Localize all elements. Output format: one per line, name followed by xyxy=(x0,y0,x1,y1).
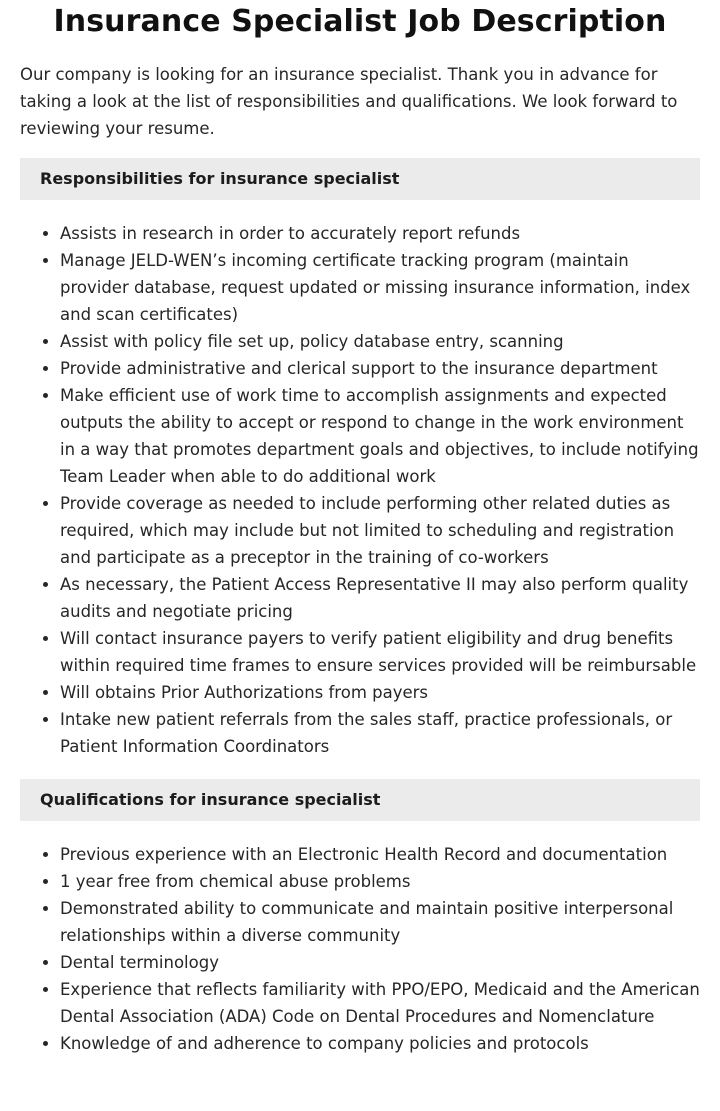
qualification-item: • Previous experience with an Electronic Health Record and documentation xyxy=(60,841,700,868)
qualification-item: • Experience that reflects familiarity with PPO/EPO, Medicaid and the American Dental Association (ADA) Code on Dental Procedures and Nomenclature xyxy=(60,976,700,1030)
qualification-item: • 1 year free from chemical abuse problems xyxy=(60,868,700,895)
responsibility-item: • Provide administrative and clerical support to the insurance department xyxy=(60,355,700,382)
qualification-item: • Demonstrated ability to communicate and maintain positive interpersonal relationships within a diverse community xyxy=(60,895,700,949)
responsibility-item: • Will obtains Prior Authorizations from payers xyxy=(60,679,700,706)
responsibility-item: • Assists in research in order to accurately report refunds xyxy=(60,220,700,247)
qualifications-heading: Qualifications for insurance specialist xyxy=(20,779,700,821)
qualification-item: • Knowledge of and adherence to company policies and protocols xyxy=(60,1030,700,1057)
responsibility-item: • Make efficient use of work time to accomplish assignments and expected outputs the ability to accept or respond to change in the work environment in a way that promotes department goals and objectives, to include notifying Team Leader when able to do additional work xyxy=(60,382,700,490)
responsibility-item: • Manage JELD-WEN’s incoming certificate tracking program (maintain provider database, request updated or missing insurance information, index and scan certificates) xyxy=(60,247,700,328)
intro-paragraph: Our company is looking for an insurance specialist. Thank you in advance for taking a look at the list of responsibilities and qualifications. We look forward to reviewing your resume. xyxy=(20,65,678,138)
responsibility-item: • Assist with policy file set up, policy database entry, scanning xyxy=(60,328,700,355)
responsibility-item: • As necessary, the Patient Access Representative II may also perform quality audits and negotiate pricing xyxy=(60,571,700,625)
responsibilities-list xyxy=(20,220,700,760)
qualifications-list xyxy=(20,841,700,1057)
page-title: Insurance Specialist Job Description xyxy=(53,4,667,39)
responsibility-item: • Intake new patient referrals from the sales staff, practice professionals, or Patient Information Coordinators xyxy=(60,706,700,760)
responsibilities-heading: Responsibilities for insurance specialist xyxy=(20,158,700,200)
responsibility-item: • Provide coverage as needed to include performing other related duties as required, which may include but not limited to scheduling and registration and participate as a preceptor in the training of co-workers xyxy=(60,490,700,571)
qualification-item: • Dental terminology xyxy=(60,949,700,976)
responsibility-item: • Will contact insurance payers to verify patient eligibility and drug benefits within required time frames to ensure services provided will be reimbursable xyxy=(60,625,700,679)
